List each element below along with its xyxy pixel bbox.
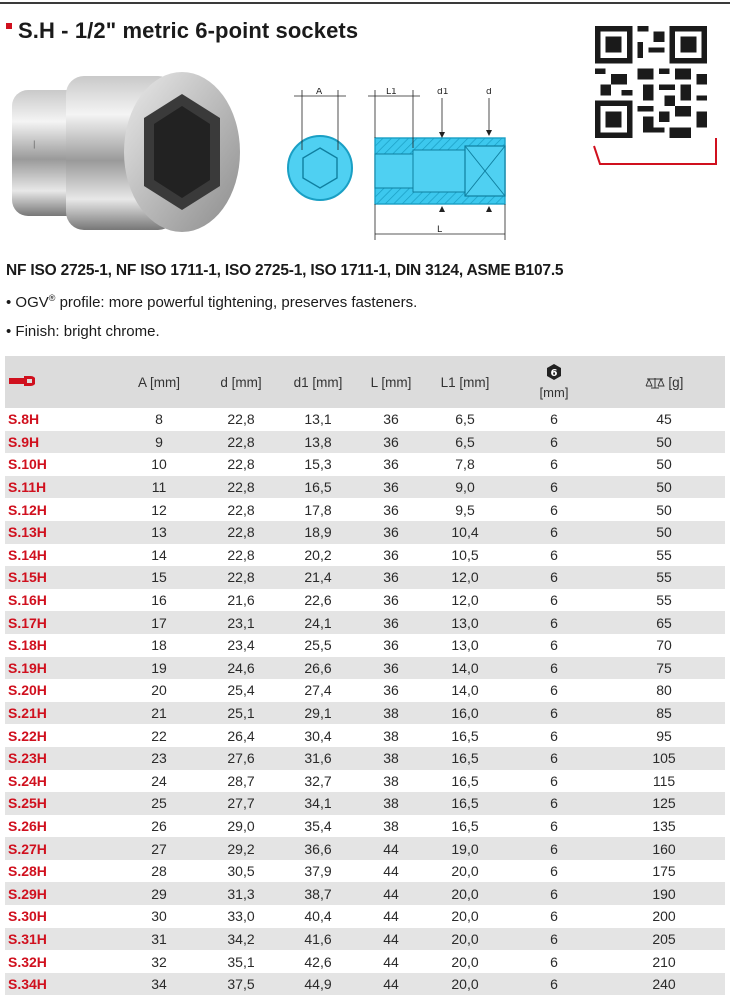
cell-hex: 6: [550, 863, 558, 880]
cell-weight: 70: [656, 637, 672, 654]
cell-d: 22,8: [227, 524, 255, 541]
cell-a: 24: [151, 772, 167, 789]
cell-l: 36: [383, 682, 399, 699]
cell-weight: 50: [656, 524, 672, 541]
cell-d: 29,2: [227, 840, 255, 857]
cell-d1: 20,2: [304, 546, 332, 563]
cell-d1: 15,3: [304, 456, 332, 473]
dim-label-d: d: [486, 88, 492, 97]
table-body: [5, 408, 725, 995]
cell-l: 44: [383, 953, 399, 970]
cell-reference[interactable]: S.25H: [8, 795, 47, 812]
cell-d: 22,8: [227, 433, 255, 450]
socket-spec-table: [5, 356, 725, 995]
cell-l1: 20,0: [451, 885, 479, 902]
cell-l1: 12,0: [451, 592, 479, 609]
cell-weight: 190: [652, 885, 676, 902]
cell-l: 36: [383, 659, 399, 676]
cell-reference[interactable]: S.9H: [8, 433, 40, 450]
table-row: [5, 724, 725, 747]
cell-l: 36: [383, 433, 399, 450]
cell-hex: 6: [550, 524, 558, 541]
cell-reference[interactable]: S.18H: [8, 637, 47, 654]
cell-hex: 6: [550, 546, 558, 563]
cell-l: 36: [383, 546, 399, 563]
cell-l: 44: [383, 930, 399, 947]
cell-hex: 6: [550, 592, 558, 609]
cell-a: 22: [151, 727, 167, 744]
balance-scale-icon: [645, 377, 665, 389]
cell-hex: 6: [550, 930, 558, 947]
cell-l1: 13,0: [451, 637, 479, 654]
table-row: [5, 408, 725, 431]
title-red-square: [6, 23, 12, 29]
cell-weight: 50: [656, 433, 672, 450]
cell-l1: 20,0: [451, 953, 479, 970]
table-row: [5, 521, 725, 544]
cell-l1: 14,0: [451, 682, 479, 699]
feature-bullet-finish: • Finish: bright chrome.: [6, 323, 160, 340]
page-title: S.H - 1/2" metric 6-point sockets: [18, 18, 359, 43]
cell-l1: 16,5: [451, 795, 479, 812]
table-row: [5, 679, 725, 702]
table-row: [5, 950, 725, 973]
svg-text:6: 6: [550, 368, 558, 379]
cell-weight: 55: [656, 569, 672, 586]
cell-l: 44: [383, 863, 399, 880]
wrench-pictogram-icon: [9, 375, 35, 387]
cell-l1: 16,5: [451, 750, 479, 767]
cell-hex: 6: [550, 659, 558, 676]
cell-reference[interactable]: S.13H: [8, 524, 47, 541]
cell-a: 13: [151, 524, 167, 541]
cell-hex: 6: [550, 817, 558, 834]
cell-weight: 50: [656, 479, 672, 496]
cell-a: 12: [151, 501, 167, 518]
cell-d: 34,2: [227, 930, 255, 947]
cell-a: 23: [151, 750, 167, 767]
cell-l: 38: [383, 772, 399, 789]
cell-l1: 7,8: [455, 456, 475, 473]
table-row: [5, 431, 725, 454]
cell-weight: 210: [652, 953, 676, 970]
cell-d: 27,7: [227, 795, 255, 812]
table-row: [5, 611, 725, 634]
cell-a: 29: [151, 885, 167, 902]
cell-reference[interactable]: S.12H: [8, 501, 47, 518]
cell-a: 28: [151, 863, 167, 880]
cell-hex: 6: [550, 727, 558, 744]
cell-a: 16: [151, 592, 167, 609]
cell-hex: 6: [550, 953, 558, 970]
cell-l1: 16,0: [451, 705, 479, 722]
cell-l: 36: [383, 637, 399, 654]
title-block: [6, 18, 358, 44]
cell-d: 33,0: [227, 908, 255, 925]
cell-d1: 13,1: [304, 411, 332, 428]
cell-l: 44: [383, 885, 399, 902]
cell-weight: 80: [656, 682, 672, 699]
cell-l1: 6,5: [455, 433, 475, 450]
cell-hex: 6: [550, 569, 558, 586]
cell-d: 24,6: [227, 659, 255, 676]
cell-reference[interactable]: S.34H: [8, 976, 47, 993]
cell-d: 23,4: [227, 637, 255, 654]
cell-reference[interactable]: S.31H: [8, 930, 47, 947]
cell-a: 30: [151, 908, 167, 925]
cell-weight: 115: [652, 772, 676, 789]
cell-reference[interactable]: S.21H: [8, 705, 47, 722]
table-row: [5, 657, 725, 680]
cell-hex: 6: [550, 456, 558, 473]
table-row: [5, 589, 725, 612]
cell-l1: 20,0: [451, 976, 479, 993]
table-row: [5, 815, 725, 838]
cell-l: 36: [383, 524, 399, 541]
cell-weight: 55: [656, 546, 672, 563]
table-row: [5, 837, 725, 860]
cell-d1: 17,8: [304, 501, 332, 518]
cell-d1: 35,4: [304, 817, 332, 834]
cell-d: 28,7: [227, 772, 255, 789]
table-row: [5, 544, 725, 567]
cell-l1: 12,0: [451, 569, 479, 586]
cell-l: 44: [383, 976, 399, 993]
table-row: [5, 905, 725, 928]
cell-weight: 65: [656, 614, 672, 631]
table-row: [5, 770, 725, 793]
cell-l1: 20,0: [451, 930, 479, 947]
cell-a: 19: [151, 659, 167, 676]
cell-a: 21: [151, 705, 167, 722]
cell-a: 8: [155, 411, 163, 428]
cell-d: 22,8: [227, 456, 255, 473]
svg-text:—: —: [29, 140, 39, 149]
cell-weight: 50: [656, 501, 672, 518]
cell-a: 17: [151, 614, 167, 631]
cell-l1: 10,5: [451, 546, 479, 563]
cell-weight: 85: [656, 705, 672, 722]
cell-d1: 37,9: [304, 863, 332, 880]
cell-hex: 6: [550, 885, 558, 902]
cell-d1: 27,4: [304, 682, 332, 699]
col-header-d1: d1 [mm]: [293, 374, 343, 390]
cell-d1: 21,4: [304, 569, 332, 586]
cell-reference[interactable]: S.22H: [8, 727, 47, 744]
cell-reference[interactable]: S.30H: [8, 908, 47, 925]
cell-weight: 105: [652, 750, 676, 767]
dim-label-l1: L1: [386, 88, 397, 97]
cell-l: 38: [383, 817, 399, 834]
cell-weight: 200: [652, 908, 676, 925]
cell-l: 36: [383, 411, 399, 428]
cell-d1: 31,6: [304, 750, 332, 767]
cell-l1: 19,0: [451, 840, 479, 857]
cell-reference[interactable]: S.27H: [8, 840, 47, 857]
cell-l1: 14,0: [451, 659, 479, 676]
cell-l1: 9,0: [455, 479, 475, 496]
cell-d: 25,1: [227, 705, 255, 722]
col-header-d: d [mm]: [220, 374, 262, 390]
cell-hex: 6: [550, 976, 558, 993]
cell-a: 20: [151, 682, 167, 699]
cell-reference[interactable]: S.17H: [8, 614, 47, 631]
cell-hex: 6: [550, 750, 558, 767]
col-header-l1: L1 [mm]: [440, 374, 490, 390]
table-row: [5, 928, 725, 951]
cell-l: 38: [383, 750, 399, 767]
col-header-hex: [505, 356, 603, 408]
cell-reference[interactable]: S.11H: [8, 479, 47, 496]
cell-l: 36: [383, 456, 399, 473]
cell-l: 36: [383, 614, 399, 631]
cell-d: 31,3: [227, 885, 255, 902]
cell-l1: 20,0: [451, 863, 479, 880]
cell-d1: 13,8: [304, 433, 332, 450]
cell-a: 15: [151, 569, 167, 586]
cell-weight: 75: [656, 659, 672, 676]
cell-weight: 240: [652, 976, 676, 993]
col-header-weight: [603, 356, 725, 408]
cell-reference[interactable]: S.10H: [8, 456, 47, 473]
cell-d1: 44,9: [304, 976, 332, 993]
cell-hex: 6: [550, 479, 558, 496]
cell-l: 44: [383, 908, 399, 925]
table-row: [5, 702, 725, 725]
cell-a: 14: [151, 546, 167, 563]
cell-reference[interactable]: S.20H: [8, 682, 47, 699]
cell-d1: 32,7: [304, 772, 332, 789]
col-header-hex-unit: [mm]: [539, 385, 569, 400]
cell-a: 31: [151, 930, 167, 947]
cell-d1: 16,5: [304, 479, 332, 496]
qr-code[interactable]: [595, 26, 707, 138]
cell-reference[interactable]: S.28H: [8, 863, 47, 880]
cell-weight: 160: [652, 840, 676, 857]
cell-a: 9: [155, 433, 163, 450]
standards-line: NF ISO 2725-1, NF ISO 1711-1, ISO 2725-1, ISO 1711-1, DIN 3124, ASME B107.5: [6, 262, 564, 279]
cell-hex: 6: [550, 795, 558, 812]
cell-a: 10: [151, 456, 167, 473]
cell-hex: 6: [550, 411, 558, 428]
cell-d1: 34,1: [304, 795, 332, 812]
socket-photo: [6, 62, 246, 237]
cell-reference[interactable]: S.14H: [8, 546, 47, 563]
cell-a: 25: [151, 795, 167, 812]
cell-l: 38: [383, 705, 399, 722]
cell-reference[interactable]: S.26H: [8, 817, 47, 834]
cell-d: 22,8: [227, 501, 255, 518]
cell-hex: 6: [550, 705, 558, 722]
cell-d1: 38,7: [304, 885, 332, 902]
cell-hex: 6: [550, 908, 558, 925]
cell-l: 36: [383, 569, 399, 586]
cell-l1: 16,5: [451, 772, 479, 789]
table-row: [5, 453, 725, 476]
cell-reference[interactable]: S.8H: [8, 411, 40, 428]
table-row: [5, 747, 725, 770]
cell-d: 30,5: [227, 863, 255, 880]
cell-reference[interactable]: S.19H: [8, 659, 47, 676]
cell-reference[interactable]: S.16H: [8, 592, 47, 609]
cell-d1: 36,6: [304, 840, 332, 857]
cell-weight: 135: [652, 817, 676, 834]
cell-a: 11: [151, 479, 167, 496]
cell-l: 38: [383, 795, 399, 812]
cell-d1: 29,1: [304, 705, 332, 722]
col-header-weight-unit: [g]: [668, 374, 684, 390]
cell-l1: 16,5: [451, 817, 479, 834]
hexagon-6-icon: [546, 364, 562, 380]
cell-hex: 6: [550, 433, 558, 450]
cell-l: 36: [383, 479, 399, 496]
cell-hex: 6: [550, 682, 558, 699]
cell-d: 22,8: [227, 411, 255, 428]
top-rule: [0, 2, 730, 4]
table-row: [5, 566, 725, 589]
cell-d1: 42,6: [304, 953, 332, 970]
cell-l1: 10,4: [451, 524, 479, 541]
cell-l1: 6,5: [455, 411, 475, 428]
cell-weight: 205: [652, 930, 676, 947]
cell-hex: 6: [550, 772, 558, 789]
cell-d: 21,6: [227, 592, 255, 609]
cell-d1: 25,5: [304, 637, 332, 654]
table-row: [5, 882, 725, 905]
col-header-a: A [mm]: [137, 374, 180, 390]
cell-reference[interactable]: S.23H: [8, 750, 47, 767]
cell-d1: 26,6: [304, 659, 332, 676]
cell-l1: 20,0: [451, 908, 479, 925]
table-row: [5, 476, 725, 499]
col-header-l: L [mm]: [370, 374, 412, 390]
cell-weight: 175: [652, 863, 676, 880]
reference-column-header: [5, 356, 115, 408]
socket-technical-diagram: [280, 88, 520, 248]
cell-l1: 16,5: [451, 727, 479, 744]
table-row: [5, 860, 725, 883]
cell-weight: 50: [656, 456, 672, 473]
table-row: [5, 634, 725, 657]
feature-bullet-profile: • OGV® profile: more powerful tightening, preserves fasteners.: [6, 293, 418, 311]
table-row: [5, 498, 725, 521]
cell-d: 22,8: [227, 546, 255, 563]
cell-weight: 45: [656, 411, 672, 428]
dim-label-l: L: [437, 225, 443, 235]
cell-reference[interactable]: S.15H: [8, 569, 47, 586]
cell-reference[interactable]: S.24H: [8, 772, 47, 789]
cell-l: 36: [383, 501, 399, 518]
cell-d1: 41,6: [304, 930, 332, 947]
cell-l1: 9,5: [455, 501, 475, 518]
cell-a: 27: [151, 840, 167, 857]
cell-d1: 40,4: [304, 908, 332, 925]
cell-d: 29,0: [227, 817, 255, 834]
cell-d: 26,4: [227, 727, 255, 744]
cell-d1: 22,6: [304, 592, 332, 609]
cell-l: 38: [383, 727, 399, 744]
cell-d: 25,4: [227, 682, 255, 699]
cell-l1: 13,0: [451, 614, 479, 631]
cell-d: 35,1: [227, 953, 255, 970]
cell-l: 36: [383, 592, 399, 609]
cell-a: 34: [151, 976, 167, 993]
cell-l: 44: [383, 840, 399, 857]
cell-d: 22,8: [227, 479, 255, 496]
cell-a: 18: [151, 637, 167, 654]
cell-hex: 6: [550, 840, 558, 857]
dim-label-a: A: [316, 88, 323, 97]
cell-hex: 6: [550, 614, 558, 631]
cell-d1: 24,1: [304, 614, 332, 631]
red-corner-mark: [592, 138, 722, 168]
cell-weight: 95: [656, 727, 672, 744]
cell-hex: 6: [550, 637, 558, 654]
cell-reference[interactable]: S.32H: [8, 953, 47, 970]
cell-d: 37,5: [227, 976, 255, 993]
cell-a: 32: [151, 953, 167, 970]
cell-d1: 30,4: [304, 727, 332, 744]
cell-hex: 6: [550, 501, 558, 518]
cell-reference[interactable]: S.29H: [8, 885, 47, 902]
cell-d: 22,8: [227, 569, 255, 586]
cell-weight: 125: [652, 795, 676, 812]
table-row: [5, 792, 725, 815]
cell-weight: 55: [656, 592, 672, 609]
cell-a: 26: [151, 817, 167, 834]
cell-d: 27,6: [227, 750, 255, 767]
cell-d: 23,1: [227, 614, 255, 631]
table-row: [5, 973, 725, 996]
dim-label-d1: d1: [437, 88, 449, 97]
cell-d1: 18,9: [304, 524, 332, 541]
table-header-row: [5, 356, 725, 408]
